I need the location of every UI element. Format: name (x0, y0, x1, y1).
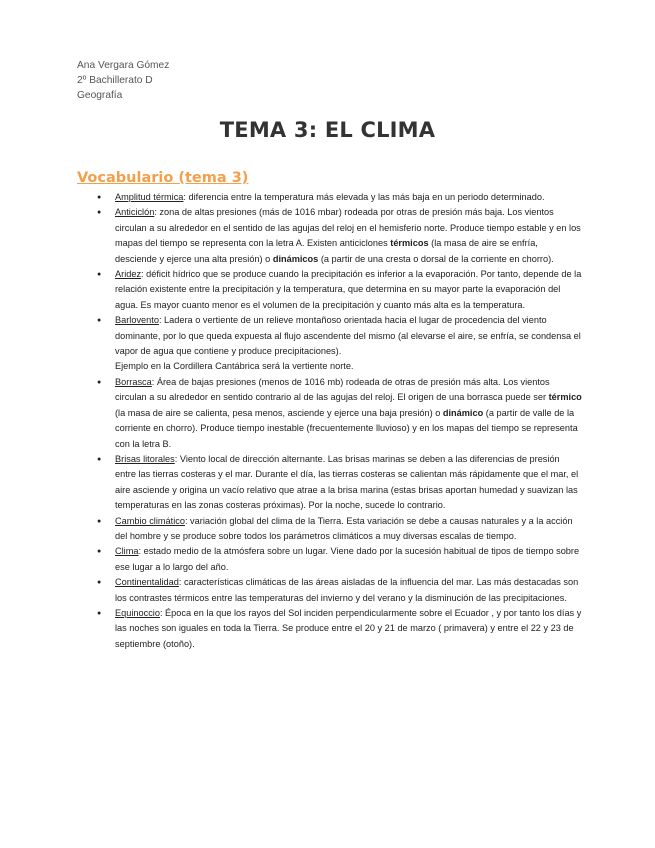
term-label: Amplitud térmica (115, 192, 184, 202)
list-item (77, 575, 582, 606)
list-item (77, 267, 582, 313)
term-label: Brisas litorales (115, 453, 175, 464)
term-definition: : zona de altas presiones (más de 1016 mbar) rodeada por otras de presión más baja. Los vientos circulan a su alrededor en el sentido de las agujas del reloj en el hemisferio norte. Produce tiempo estable y en los mapas del tiempo se representa con la letra A. Existen anticiclones (115, 207, 581, 249)
term-label: Anticiclón (115, 207, 155, 218)
term-definition: : déficit hídrico que se produce cuando la precipitación es inferior a la evaporación. Por tanto, depende de la relación existente entre la precipitación y la temperatura, que determina en su mayor parte la evaporación del agua. Es mayor cuanto menor es el volumen de la precipitación y cuanto más alta es la temperatura. (115, 269, 582, 310)
term-definition: : Ladera o vertiente de un relieve montañoso orientada hacia el lugar de procedencia del viento dominante, por lo que queda expuesta al flujo ascendente del mismo (al elevarse el aire, se enfría, se condensa el vapor de agua que contiene y produce precipitaciones). (115, 315, 581, 357)
list-item (77, 452, 582, 514)
section-heading: Vocabulario (tema 3) (77, 170, 249, 186)
term-label: Borrasca (115, 376, 152, 387)
term-definition-cont: (la masa de aire se calienta, pesa menos, asciende y ejerce una baja presión) o (115, 407, 443, 418)
term-definition: : características climáticas de las áreas aisladas de la influencia del mar. Las más destacadas son los contrastes térmicos entre las temperaturas del invierno y del verano y la disminución de las precipitaciones. (115, 577, 579, 603)
term-label: Equinoccio (115, 607, 160, 618)
bold-keyword: dinámico (442, 407, 484, 418)
term-definition: : Época en la que los rayos del Sol inciden perpendicularmente sobre el Ecuador , y por tanto los días y las noches son iguales en toda la Tierra. Se produce entre el 20 y 21 de marzo ( primavera) y entre el 22 y 23 de septiembre (otoño). (115, 607, 582, 649)
subject-name: Geografía (77, 90, 123, 101)
list-item (77, 606, 582, 652)
document-title: TEMA 3: EL CLIMA (219, 118, 436, 142)
vocabulary-list (77, 190, 582, 652)
bold-keyword: térmico (548, 392, 582, 403)
list-item (77, 313, 582, 375)
list-item (77, 544, 582, 575)
course-name: 2º Bachillerato D (77, 75, 153, 86)
author-name: Ana Vergara Gómez (77, 60, 170, 71)
term-definition-end: (a partir de una cresta o dorsal de la corriente en chorro). (318, 253, 554, 264)
list-item (77, 375, 582, 452)
term-definition: : Área de bajas presiones (menos de 1016 mb) rodeada de otras de presión más alta. Los vientos circulan a su alrededor en sentido contrario al de las agujas del reloj. El origen de una borrasca puede ser (115, 376, 550, 403)
term-label: Aridez (115, 269, 142, 280)
list-item (77, 514, 582, 545)
term-definition-cont: (la masa de aire se enfría, desciende y ejerce una alta presión) o (115, 238, 538, 264)
bold-keyword: dinámicos (272, 253, 319, 264)
term-definition-end: (a partir de valle de la corriente en chorro). Produce tiempo inestable (frecuentemente lluvioso) y en los mapas del tiempo se representa con la letra B. (115, 407, 578, 449)
term-label: Cambio climático (115, 515, 185, 526)
term-definition: : variación global del clima de la Tierra. Esta variación se debe a causas naturales y a la acción del hombre y se produce sobre todos los parámetros climáticos a muy diversas escalas de tiempo. (115, 515, 573, 541)
document-header (77, 58, 169, 103)
list-item (77, 190, 582, 205)
term-definition: : Viento local de dirección alternante. Las brisas marinas se deben a las diferencias de presión entre las tierras costeras y el mar. Durante el día, las tierras costeras se calientan más rápidamente que el mar, el aire asciende y origina un vacío relativo que atrae a la brisa marina (estas brisas aportan humedad y suavizan las temperaturas en las zonas costeras próximas). Por la noche, sucede lo contrario. (115, 453, 579, 511)
term-definition: : diferencia entre la temperatura más elevada y las más baja en un periodo determinado. (183, 192, 545, 202)
term-example: Ejemplo en la Cordillera Cantábrica será la vertiente norte. (115, 361, 354, 372)
bold-keyword: térmicos (390, 238, 429, 249)
term-label: Continentalidad (115, 577, 179, 588)
term-definition: : estado medio de la atmósfera sobre un lugar. Viene dado por la sucesión habitual de tipos de tiempo sobre ese lugar a lo largo del año. (115, 546, 580, 572)
term-label: Barlovento (115, 315, 159, 326)
term-label: Clima (115, 546, 139, 557)
list-item (77, 205, 582, 267)
